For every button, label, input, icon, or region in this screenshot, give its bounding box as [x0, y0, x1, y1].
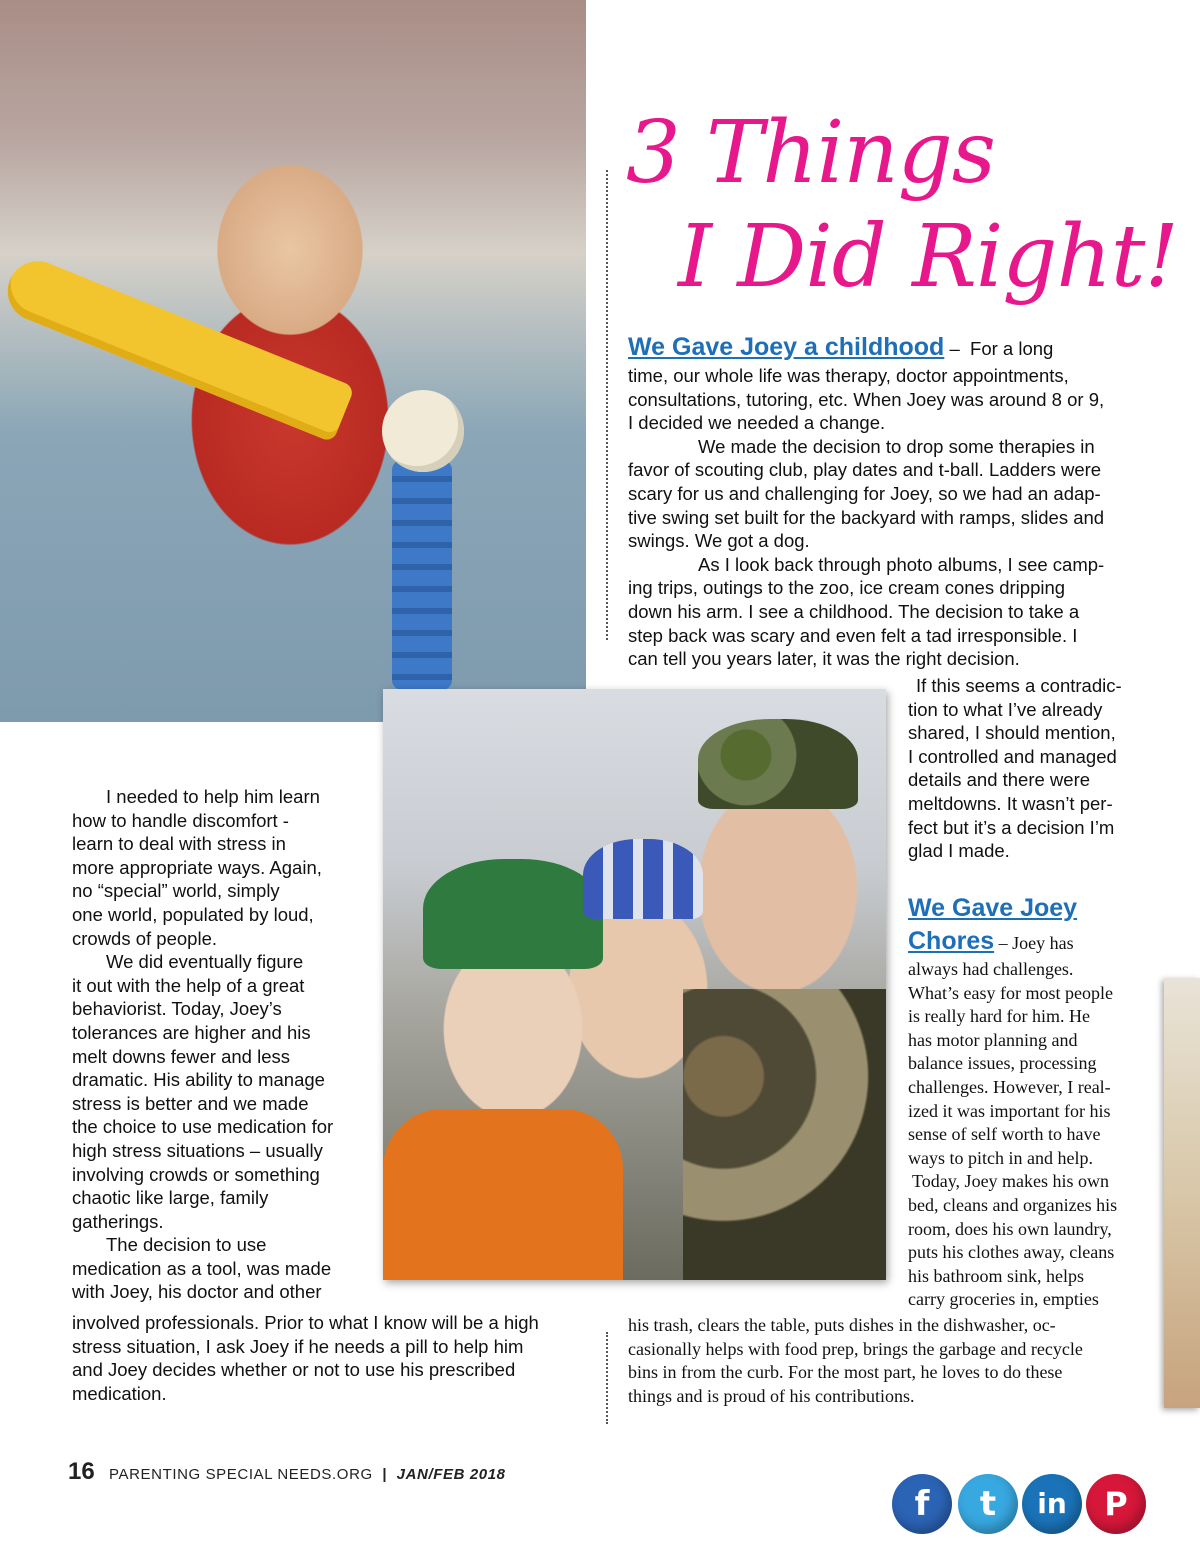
text-line: bins in from the curb. For the most part, he loves to do these — [628, 1362, 1063, 1383]
text-line: I needed to help him learn — [106, 786, 320, 807]
text-line: scary for us and challenging for Joey, so we had an adap- — [628, 482, 1101, 504]
text-line: involved professionals. Prior to what I know will be a high — [72, 1312, 539, 1333]
column-divider-top — [606, 170, 608, 640]
linkedin-icon[interactable]: in — [1022, 1474, 1082, 1534]
text-line: one world, populated by loud, — [72, 903, 314, 925]
text-line: balance issues, processing — [908, 1053, 1097, 1074]
text-line: how to handle discomfort - — [72, 809, 289, 831]
text-line: things and is proud of his contributions. — [628, 1385, 915, 1406]
section-childhood — [628, 332, 1153, 671]
text-line: I decided we needed a change. — [628, 412, 886, 434]
text-line: ing trips, outings to the zoo, ice cream cones dripping — [628, 577, 1066, 599]
text-line: the choice to use medication for — [72, 1116, 334, 1138]
section-chores-wide — [628, 1314, 1148, 1408]
text-line: dramatic. His ability to manage — [72, 1069, 325, 1091]
headline-line-2: I Did Right! — [678, 207, 1178, 307]
text-line: We made the decision to drop some therapies in — [698, 435, 1095, 457]
page-footer — [68, 1458, 506, 1486]
text-line: What’s easy for most people — [908, 982, 1113, 1003]
text-line: step back was scary and even felt a tad irresponsible. I — [628, 624, 1078, 646]
headline-line-1: 3 Things — [626, 103, 995, 203]
text-line: more appropriate ways. Again, — [72, 856, 322, 878]
text-line: with Joey, his doctor and other — [72, 1281, 322, 1303]
text-line: If this seems a contradic- — [916, 675, 1122, 696]
text-line: favor of scouting club, play dates and t-ball. Ladders were — [628, 459, 1102, 481]
section-chores — [908, 926, 1158, 1312]
text-line: The decision to use — [106, 1234, 267, 1256]
text-line: his bathroom sink, helps — [908, 1265, 1084, 1286]
text-line: down his arm. I see a childhood. The decision to take a — [628, 600, 1080, 622]
pinterest-icon[interactable]: P — [1086, 1474, 1146, 1534]
text-line: casionally helps with food prep, brings the garbage and recycle — [628, 1338, 1083, 1359]
left-column-wide — [72, 1311, 592, 1405]
text-line: tive swing set built for the backyard with ramps, slides and — [628, 506, 1105, 528]
text-line: stress situation, I ask Joey if he needs a pill to help him — [72, 1335, 524, 1357]
text-line: details and there were — [908, 769, 1091, 791]
page-number: 16 — [68, 1458, 95, 1485]
text-line: ized it was important for his — [908, 1100, 1111, 1121]
photo-child-batting — [0, 0, 586, 722]
green-beanie — [423, 859, 603, 969]
blue-beanie — [583, 839, 703, 919]
text-line: room, does his own laundry, — [908, 1218, 1112, 1239]
text-line: behaviorist. Today, Joey’s — [72, 998, 282, 1020]
text-line: involving crowds or something — [72, 1163, 320, 1185]
text-line: tion to what I’ve already — [908, 698, 1103, 720]
text-line: challenges. However, I real- — [908, 1076, 1111, 1097]
text-line: glad I made. — [908, 840, 1010, 862]
footer-separator: | — [382, 1466, 388, 1483]
text-line: learn to deal with stress in — [72, 833, 286, 855]
text-line: bed, cleans and organizes his — [908, 1194, 1118, 1215]
camo-jacket — [683, 989, 886, 1280]
text-line: meltdowns. It wasn’t per- — [908, 792, 1113, 814]
section-heading-childhood: We Gave Joey a childhood — [628, 333, 945, 361]
toy-bat — [0, 252, 355, 442]
text-line: sense of self worth to have — [908, 1124, 1101, 1145]
column-divider-bottom — [606, 1332, 608, 1424]
text-line: has motor planning and — [908, 1029, 1078, 1050]
text-line: ways to pitch in and help. — [908, 1147, 1093, 1168]
text-line: fect but it’s a decision I’m — [908, 816, 1115, 838]
text-line: We did eventually figure — [106, 951, 304, 973]
text-line: and Joey decides whether or not to use his prescribed — [72, 1359, 516, 1381]
section-childhood-continued — [908, 674, 1158, 863]
text-line: For a long — [970, 338, 1054, 359]
text-line: stress is better and we made — [72, 1092, 309, 1114]
issue-date: JAN/FEB 2018 — [396, 1466, 506, 1483]
orange-hoodie — [383, 1109, 623, 1280]
text-line: time, our whole life was therapy, doctor appointments, — [628, 365, 1069, 386]
text-line: shared, I should mention, — [908, 722, 1116, 744]
section-chores-heading — [908, 892, 1158, 924]
heading-dash: – — [998, 933, 1008, 953]
text-line: can tell you years later, it was the right decision. — [628, 648, 1020, 670]
text-line: medication. — [72, 1382, 167, 1404]
camo-cap — [698, 719, 858, 809]
section-heading-chores-line-1: We Gave Joey — [908, 894, 1078, 922]
text-line: crowds of people. — [72, 927, 218, 949]
photo-family-selfie — [383, 689, 886, 1280]
left-column-text — [72, 785, 372, 1304]
text-line: melt downs fewer and less — [72, 1045, 290, 1067]
text-line: I controlled and managed — [908, 745, 1117, 767]
twitter-icon[interactable]: t — [958, 1474, 1018, 1534]
text-line: consultations, tutoring, etc. When Joey was around 8 or 9, — [628, 388, 1105, 410]
ball — [382, 390, 464, 472]
text-line: swings. We got a dog. — [628, 530, 810, 552]
text-line: high stress situations – usually — [72, 1139, 323, 1161]
text-line: his trash, clears the table, puts dishes in the dishwasher, oc- — [628, 1315, 1056, 1335]
text-line: chaotic like large, family — [72, 1187, 269, 1209]
text-line: puts his clothes away, cleans — [908, 1242, 1115, 1263]
text-line: is really hard for him. He — [908, 1006, 1090, 1027]
text-line: tolerances are higher and his — [72, 1021, 311, 1043]
facebook-icon[interactable]: f — [892, 1474, 952, 1534]
text-line: Joey has — [1012, 933, 1074, 953]
text-line: it out with the help of a great — [72, 974, 305, 996]
section-heading-chores-line-2: Chores — [908, 927, 995, 955]
text-line: gatherings. — [72, 1210, 164, 1232]
text-line: medication as a tool, was made — [72, 1257, 332, 1279]
batting-tee — [392, 460, 452, 690]
text-line: always had challenges. — [908, 959, 1074, 979]
text-line: As I look back through photo albums, I see camp- — [698, 553, 1105, 575]
photo-edge-right — [1164, 978, 1200, 1408]
publication-name: PARENTING SPECIAL NEEDS.ORG — [109, 1466, 373, 1483]
text-line: no “special” world, simply — [72, 880, 280, 902]
text-line: Today, Joey makes his own — [912, 1171, 1110, 1192]
heading-dash: – — [949, 338, 960, 359]
text-line: carry groceries in, empties — [908, 1289, 1099, 1310]
